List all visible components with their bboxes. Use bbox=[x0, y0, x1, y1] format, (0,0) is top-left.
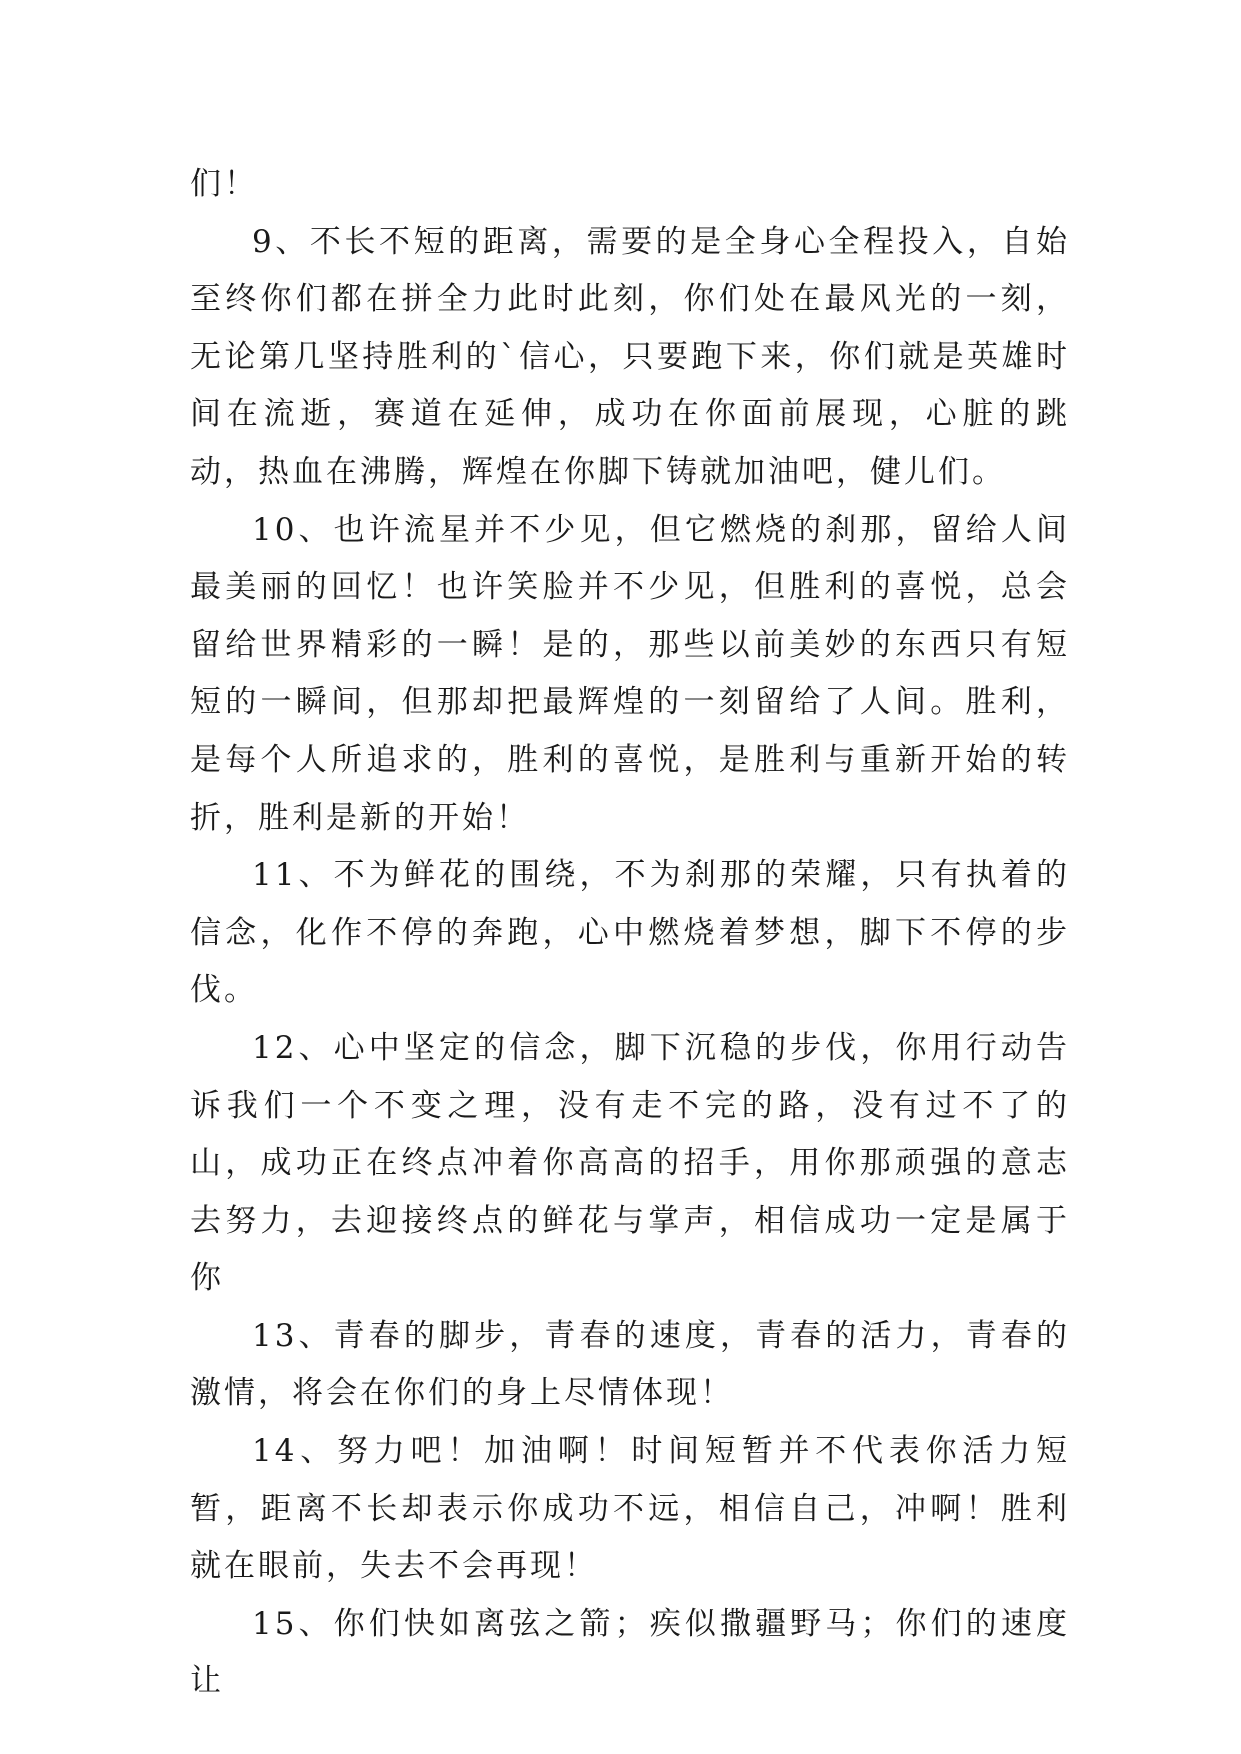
paragraph-14: 14、努力吧！加油啊！时间短暂并不代表你活力短暂，距离不长却表示你成功不远，相信自己，冲啊！胜利就在眼前，失去不会再现！ bbox=[190, 1433, 1070, 1585]
paragraph-13: 13、青春的脚步，青春的速度，青春的活力，青春的激情，将会在你们的身上尽情体现！ bbox=[190, 1317, 1070, 1412]
paragraph-15: 15、你们快如离弦之箭；疾似撒疆野马；你们的速度让 bbox=[190, 1605, 1070, 1700]
paragraph-9: 9、不长不短的距离，需要的是全身心全程投入，自始至终你们都在拼全力此时此刻，你们处在最风光的一刻，无论第几坚持胜利的`信心，只要跑下来，你们就是英雄时间在流逝，赛道在延伸，成功在你面前展现，心脏的跳动，热血在沸腾，辉煌在你脚下铸就加油吧，健儿们。 bbox=[190, 223, 1070, 490]
paragraph-10: 10、也许流星并不少见，但它燃烧的刹那，留给人间最美丽的回忆！也许笑脸并不少见，但胜利的喜悦，总会留给世界精彩的一瞬！是的，那些以前美妙的东西只有短短的一瞬间，但那却把最辉煌的一刻留给了人间。胜利，是每个人所追求的，胜利的喜悦，是胜利与重新开始的转折，胜利是新的开始！ bbox=[190, 511, 1070, 836]
paragraph-8-continuation: 们！ bbox=[190, 166, 258, 202]
document-body bbox=[190, 156, 1070, 1711]
paragraph-11: 11、不为鲜花的围绕，不为刹那的荣耀，只有执着的信念，化作不停的奔跑，心中燃烧着梦想，脚下不停的步伐。 bbox=[190, 857, 1070, 1009]
paragraph-12: 12、心中坚定的信念，脚下沉稳的步伐，你用行动告诉我们一个不变之理，没有走不完的路，没有过不了的山，成功正在终点冲着你高高的招手，用你那顽强的意志去努力，去迎接终点的鲜花与掌声，相信成功一定是属于你 bbox=[190, 1029, 1070, 1297]
